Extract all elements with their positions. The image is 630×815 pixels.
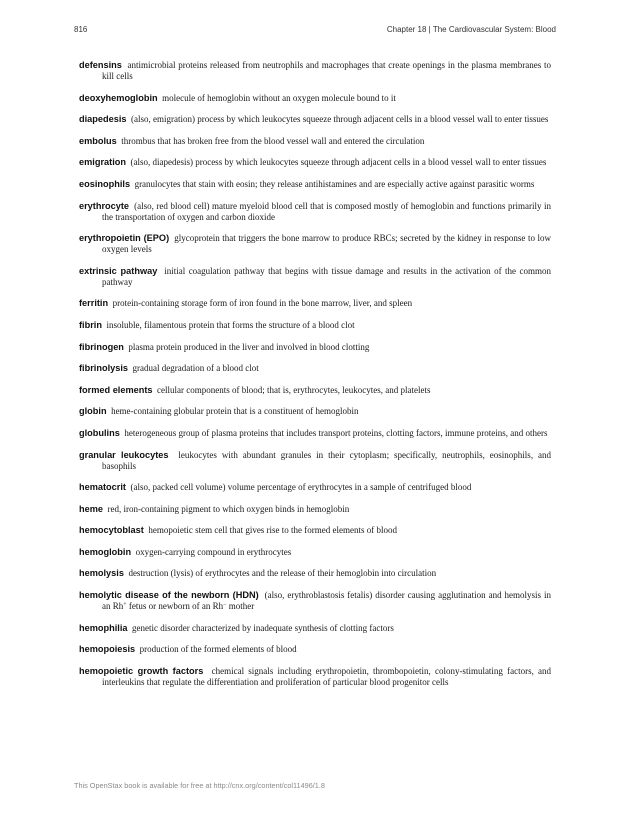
glossary-term: hematocrit <box>79 482 126 493</box>
glossary-definition: heterogeneous group of plasma proteins that includes transport proteins, clotting factors, immune proteins, and others <box>124 427 548 438</box>
glossary-term: embolus <box>79 135 117 146</box>
glossary-entry <box>79 525 551 536</box>
glossary-term: globin <box>79 406 107 417</box>
running-header: Chapter 18 | The Cardiovascular System: Blood <box>386 25 556 34</box>
glossary-term: fibrin <box>79 319 102 330</box>
glossary-definition: production of the formed elements of blood <box>139 644 297 655</box>
glossary-entry <box>79 482 551 493</box>
glossary-entry <box>79 233 551 255</box>
glossary-term: erythrocyte <box>79 200 130 211</box>
glossary-definition: thrombus that has broken free from the blood vessel wall and entered the circulation <box>121 135 425 146</box>
glossary-entry <box>79 504 551 515</box>
glossary-definition: plasma protein produced in the liver and involved in blood clotting <box>128 341 370 352</box>
glossary-entry <box>79 666 551 688</box>
glossary-term: formed elements <box>79 384 153 395</box>
glossary-definition: initial coagulation pathway that begins with tissue damage and results in the activation of the common pathway <box>102 265 551 287</box>
glossary-term: granular leukocytes <box>79 449 169 460</box>
glossary-entry <box>79 547 551 558</box>
definition-text: mother <box>226 601 255 612</box>
glossary-entry <box>79 450 551 472</box>
superscript-minus: − <box>223 602 227 609</box>
glossary-definition: insoluble, filamentous protein that forms the structure of a blood clot <box>106 319 355 330</box>
glossary-term: deoxyhemoglobin <box>79 92 158 103</box>
glossary-entry <box>79 623 551 634</box>
page-footer: This OpenStax book is available for free at http://cnx.org/content/col11496/1.8 <box>74 781 325 790</box>
glossary-term: diapedesis <box>79 114 127 125</box>
glossary-entry <box>79 201 551 223</box>
glossary-entry <box>79 298 551 309</box>
glossary-definition: (also, diapedesis) process by which leukocytes squeeze through adjacent cells in a blood vessel wall to enter tissues <box>130 157 547 168</box>
glossary-definition: chemical signals including erythropoietin, thrombopoietin, colony-stimulating factors, and interleukins that regulate the differentiation and proliferation of particular blood progenitor cells <box>102 665 551 687</box>
glossary-entry <box>79 385 551 396</box>
glossary-entry <box>79 136 551 147</box>
glossary-term: ferritin <box>79 298 109 309</box>
glossary-definition: cellular components of blood; that is, erythrocytes, leukocytes, and platelets <box>157 384 431 395</box>
glossary-definition: glycoprotein that triggers the bone marrow to produce RBCs; secreted by the kidney in response to low oxygen levels <box>102 233 551 255</box>
glossary-definition: hemopoietic stem cell that gives rise to the formed elements of blood <box>148 525 398 536</box>
glossary-term: extrinsic pathway <box>79 265 158 276</box>
glossary-definition: (also, emigration) process by which leukocytes squeeze through adjacent cells in a blood vessel wall to enter tissues <box>131 114 549 125</box>
glossary-definition: genetic disorder characterized by inadequate synthesis of clotting factors <box>132 622 394 633</box>
glossary-entry <box>79 114 551 125</box>
glossary-term: hemophilia <box>79 622 128 633</box>
glossary-definition: heme-containing globular protein that is a constituent of hemoglobin <box>111 406 359 417</box>
glossary-definition: (also, red blood cell) mature myeloid blood cell that is composed mostly of hemoglobin and functions primarily in the transportation of oxygen and carbon dioxide <box>102 200 552 222</box>
glossary-term: hemopoietic growth factors <box>79 665 204 676</box>
glossary-definition: antimicrobial proteins released from neutrophils and macrophages that create openings in the plasma membranes to kill cells <box>102 60 551 81</box>
glossary-entry <box>79 320 551 331</box>
glossary-term: heme <box>79 503 104 514</box>
glossary-definition: gradual degradation of a blood clot <box>132 363 259 374</box>
glossary-term: eosinophils <box>79 178 131 189</box>
glossary-entry <box>79 428 551 439</box>
glossary-term: hemoglobin <box>79 546 132 557</box>
glossary-list <box>79 60 551 698</box>
glossary-term: emigration <box>79 157 126 168</box>
glossary-entry <box>79 568 551 579</box>
glossary-term: hemolytic disease of the newborn (HDN) <box>79 590 259 601</box>
glossary-term: hemopoiesis <box>79 644 136 655</box>
glossary-term: fibrinolysis <box>79 363 129 374</box>
glossary-term: globulins <box>79 427 120 438</box>
glossary-definition: red, iron-containing pigment to which oxygen binds in hemoglobin <box>107 503 350 514</box>
glossary-definition: (also, packed cell volume) volume percentage of erythrocytes in a sample of centrifuged blood <box>130 482 472 493</box>
glossary-entry <box>79 179 551 190</box>
glossary-entry <box>79 60 551 82</box>
glossary-entry <box>79 93 551 104</box>
glossary-entry <box>79 590 551 612</box>
glossary-entry <box>79 266 551 288</box>
superscript-plus: + <box>123 602 127 609</box>
glossary-definition: oxygen-carrying compound in erythrocytes <box>135 546 292 557</box>
glossary-term: erythropoietin (EPO) <box>79 233 170 244</box>
glossary-definition: protein-containing storage form of iron found in the bone marrow, liver, and spleen <box>112 298 413 309</box>
glossary-term: hemocytoblast <box>79 525 144 536</box>
glossary-definition: destruction (lysis) of erythrocytes and the release of their hemoglobin into circulation <box>128 568 437 579</box>
glossary-term: hemolysis <box>79 568 124 579</box>
glossary-entry <box>79 406 551 417</box>
glossary-term: defensins <box>79 60 122 70</box>
glossary-entry <box>79 157 551 168</box>
glossary-entry <box>79 342 551 353</box>
glossary-definition: leukocytes with abundant granules in their cytoplasm; specifically, neutrophils, eosinophils, and basophils <box>102 449 552 471</box>
definition-text: fetus or newborn of an Rh <box>126 601 224 612</box>
definition-text: (also, erythroblastosis fetalis) disorder causing agglutination and hemolysis in an Rh <box>102 590 552 612</box>
glossary-definition: molecule of hemoglobin without an oxygen molecule bound to it <box>162 92 396 103</box>
glossary-term: fibrinogen <box>79 341 124 352</box>
glossary-entry <box>79 363 551 374</box>
glossary-definition: granulocytes that stain with eosin; they release antihistamines and are especially active against parasitic worms <box>134 178 535 189</box>
page-number: 816 <box>74 25 88 34</box>
glossary-entry <box>79 644 551 655</box>
